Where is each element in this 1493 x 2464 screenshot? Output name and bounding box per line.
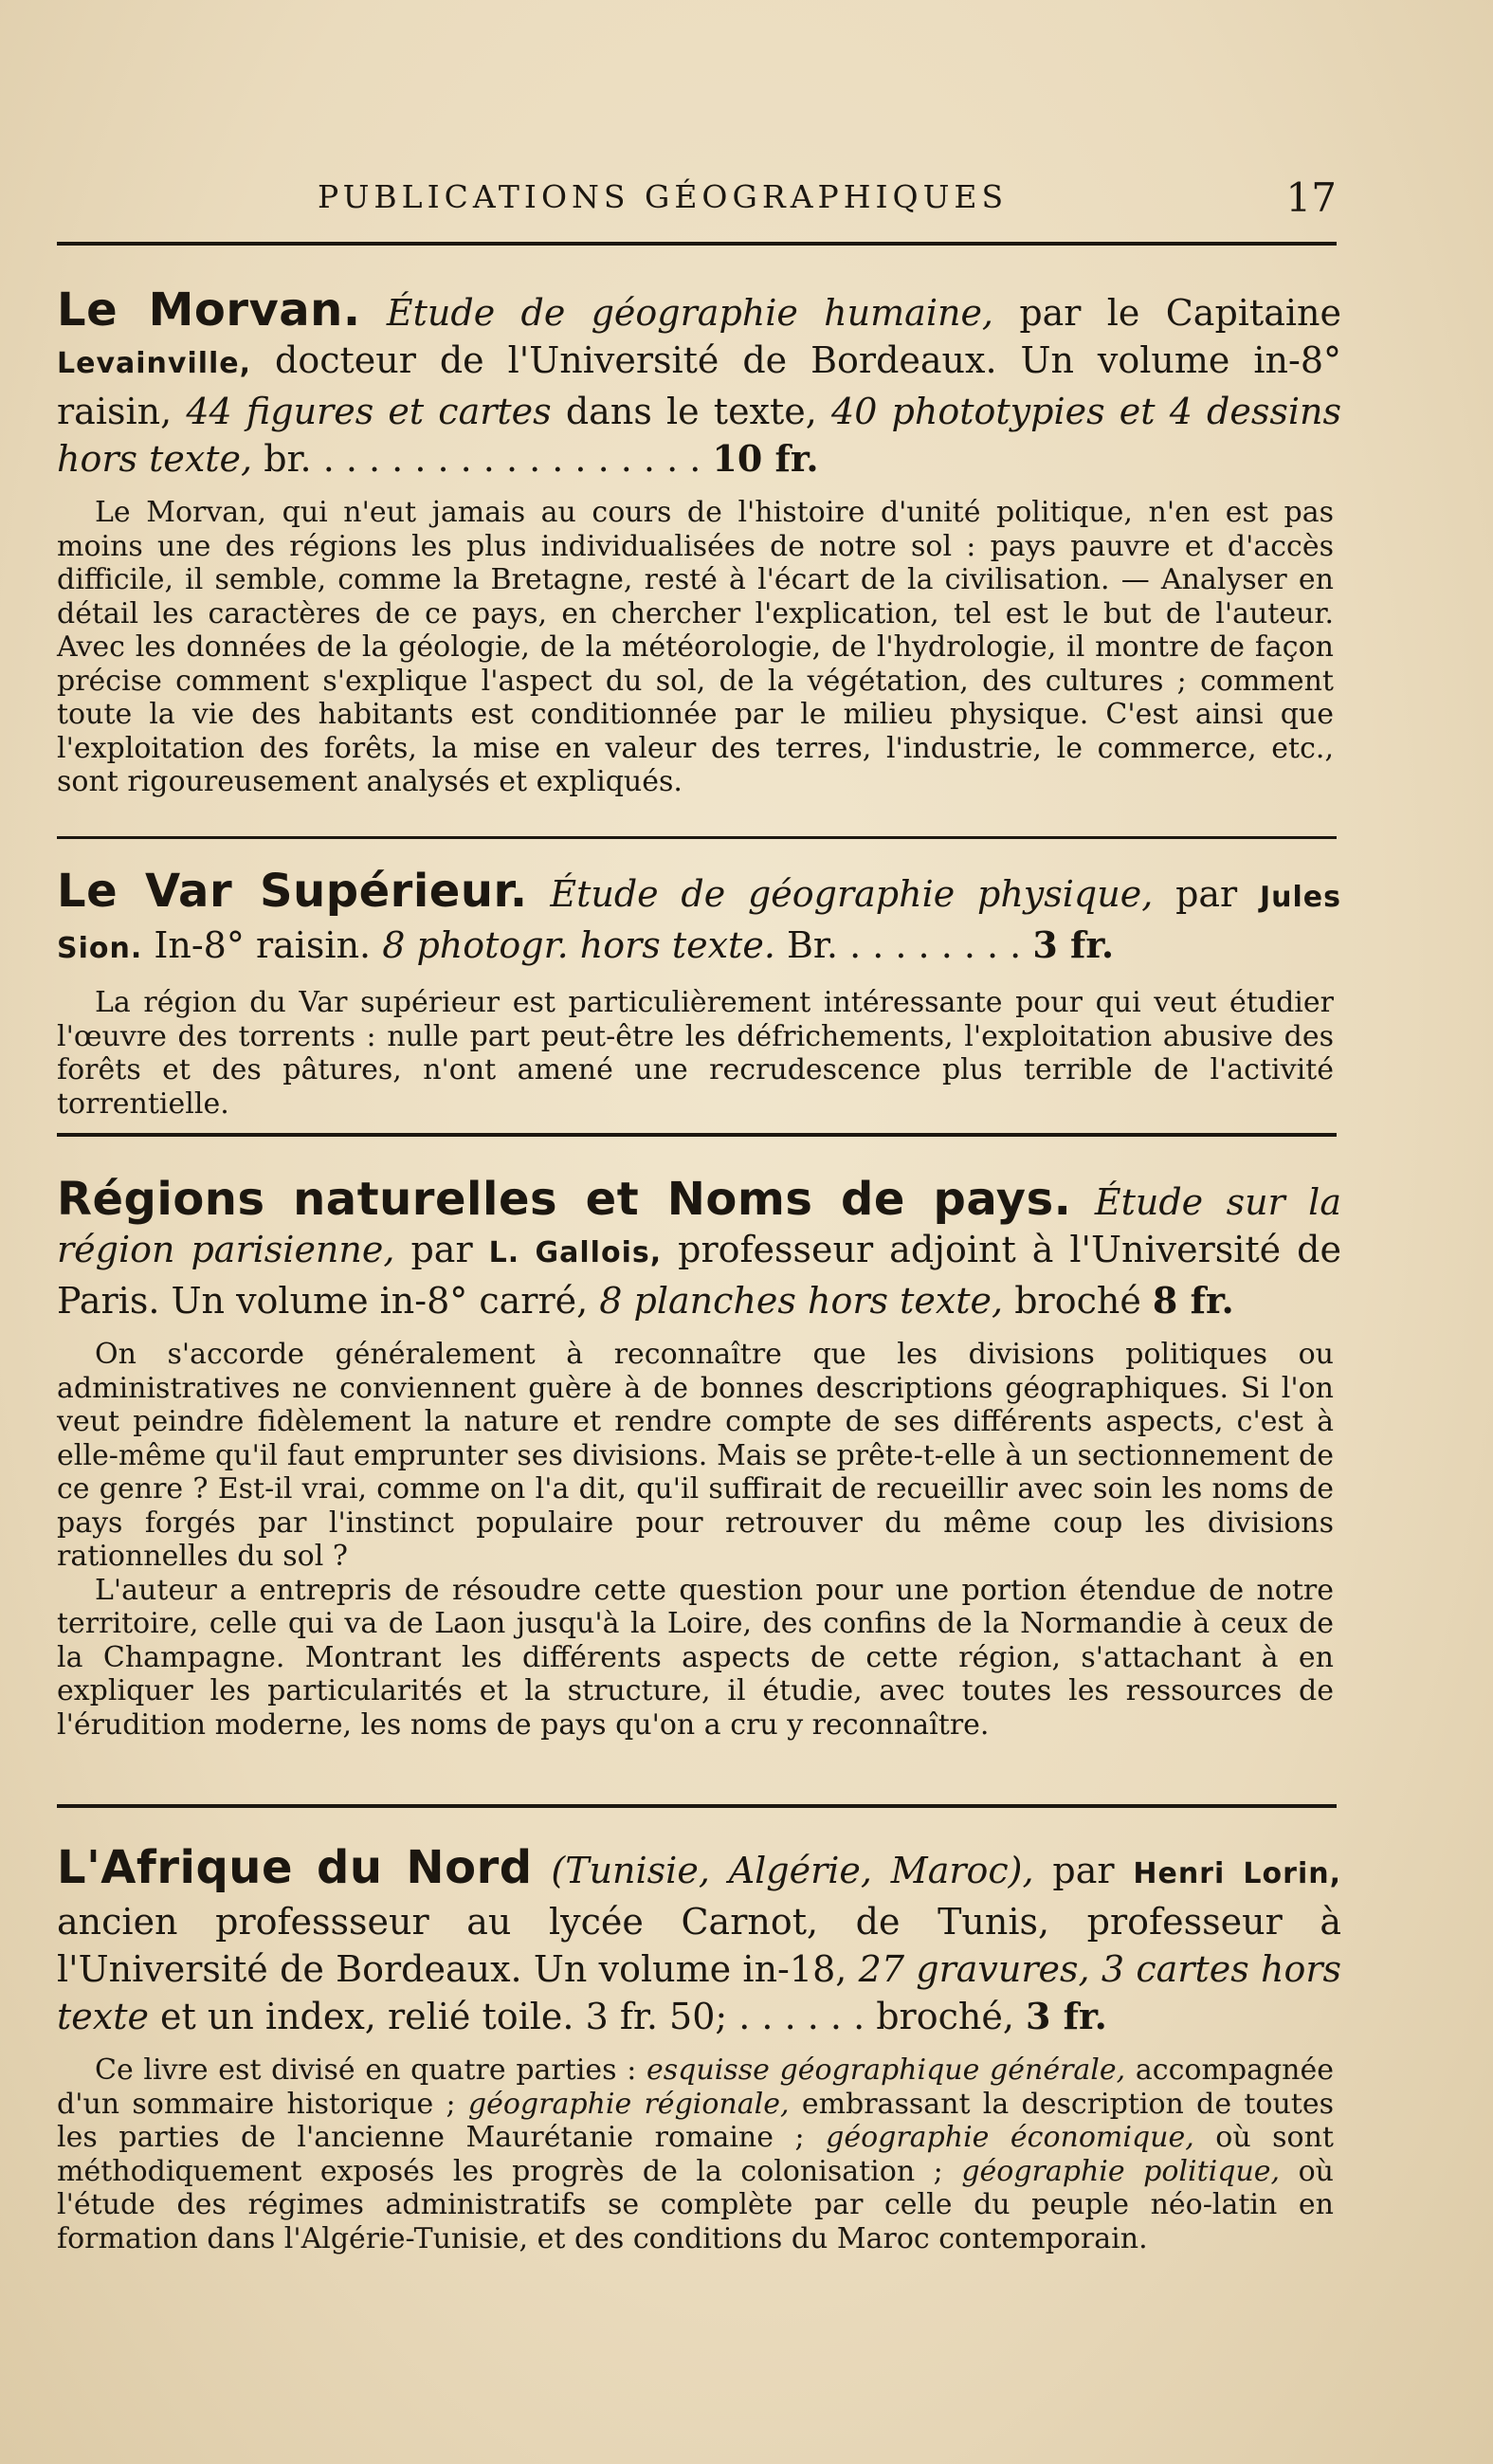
entry-heading bbox=[57, 1173, 1341, 1324]
description-text: où l'étude des régimes administratifs se complète par celle du peuple néo-latin en formation dans l'Algérie-Tunisie, et des conditions du Maroc contemporain. bbox=[57, 2154, 1335, 2255]
entry-price: 3 fr. bbox=[1026, 1995, 1107, 2037]
entry-subtitle: (Tunisie, Algérie, Maroc), bbox=[551, 1850, 1034, 1891]
description-italic: esquisse géographique générale, bbox=[646, 2053, 1126, 2087]
description-text: accompagnée d'un sommaire historique ; bbox=[57, 2053, 1335, 2121]
section-rule bbox=[57, 1804, 1337, 1808]
entry-regions-naturelles bbox=[57, 1173, 1341, 1742]
description-paragraph: Le Morvan, qui n'eut jamais au cours de l'histoire d'unité politique, n'en est pas moins une des régions les plus individualisées de notre sol : pays pauvre et d'accès difficile, il semble, comme la Bretagne, resté à l'écart de la civilisation. — Analyser en détail les caractères de ce pays, en chercher l'explication, tel est le but de l'auteur. Avec les données de la géologie, de la météorologie, de l'hydrologie, il montre de façon précise comment s'explique l'aspect du sol, de la végétation, des cultures ; comment toute la vie des habitants est conditionnée par le milieu physique. C'est ainsi que l'exploitation des forêts, la mise en valeur des terres, l'industrie, le commerce, etc., sont rigoureusement analysés et expliqués. bbox=[57, 496, 1334, 798]
entry-details: In-8° raisin. bbox=[154, 924, 372, 966]
entry-title: Le Morvan. bbox=[57, 283, 361, 337]
entry-details-2: dans le texte, bbox=[565, 391, 817, 432]
entry-subtitle: Étude de géographie physique, bbox=[550, 873, 1154, 915]
entry-details-italic: 8 planches hors texte, bbox=[599, 1280, 1004, 1322]
section-rule bbox=[57, 836, 1337, 839]
description-paragraph: La région du Var supérieur est particulièrement intéressante pour qui veut étudier l'œuvre des torrents : nulle part peut-être les défrichements, l'exploitation abusive des forêts et des pâtures, n'ont amené une recrudescence plus terrible de l'activité torrentielle. bbox=[57, 986, 1334, 1121]
author-prefix: par bbox=[1052, 1850, 1115, 1891]
entry-author: L. Gallois, bbox=[488, 1236, 663, 1269]
entry-author: Levainville, bbox=[57, 347, 252, 380]
entry-description bbox=[57, 1338, 1341, 1742]
entry-details: ancien professseur au lycée Carnot, de Tunis, professeur à l'Université de Bordeaux. Un volume in-18, bbox=[57, 1901, 1341, 1990]
entry-title: Régions naturelles et Noms de pays. bbox=[57, 1173, 1072, 1226]
entry-details-italic-2: 40 phototypies et 4 dessins hors texte, bbox=[57, 391, 1341, 480]
entry-price: 10 fr. bbox=[712, 437, 819, 480]
description-italic: géographie politique, bbox=[961, 2154, 1281, 2188]
entry-details-italic: 8 photogr. hors texte. bbox=[382, 924, 775, 966]
entry-le-var-superieur bbox=[57, 867, 1341, 1121]
header-title: PUBLICATIONS GÉOGRAPHIQUES bbox=[318, 178, 1009, 215]
entry-details-italic: 44 figures et cartes bbox=[186, 391, 552, 432]
entry-author: Henri Lorin, bbox=[1133, 1857, 1341, 1890]
entry-price: 8 fr. bbox=[1152, 1279, 1234, 1322]
header-rule bbox=[57, 242, 1337, 246]
page-number: 17 bbox=[1285, 174, 1337, 221]
description-text: embrassant la description de toutes les parties de l'ancienne Maurétanie romaine ; bbox=[57, 2087, 1334, 2154]
entry-title: Le Var Supérieur. bbox=[57, 865, 528, 918]
entry-le-morvan bbox=[57, 283, 1341, 799]
entry-afrique-du-nord bbox=[57, 1841, 1342, 2255]
entry-details: docteur de l'Université de Bordeaux. Un volume in-8° raisin, bbox=[57, 339, 1341, 432]
section-rule bbox=[57, 1133, 1337, 1137]
entry-description bbox=[57, 986, 1341, 1121]
description-text: où sont méthodiquement exposés les progrès de la colonisation ; bbox=[57, 2121, 1334, 2188]
author-prefix: par bbox=[410, 1229, 473, 1270]
author-prefix: par le Capitaine bbox=[1019, 292, 1341, 334]
description-paragraph: L'auteur a entrepris de résoudre cette question pour une portion étendue de notre territoire, celle qui va de Laon jusqu'à la Loire, des confins de la Normandie à ceux de la Champagne. Montrant les différents aspects de cette région, s'attachant à en expliquer les particularités et la structure, il étudie, avec toutes les ressources de l'érudition moderne, les noms de pays qu'on a cru y reconnaître. bbox=[57, 1573, 1334, 1742]
description-italic: géographie régionale, bbox=[467, 2087, 790, 2121]
description-paragraph: On s'accorde généralement à reconnaître que les divisions politiques ou administratives ne conviennent guère à de bonnes descriptions géographiques. Si l'on veut peindre fidèlement la nature et rendre compte de ses différents aspects, c'est à elle-même qu'il faut emprunter ses divisions. Mais se prête-t-elle à un sectionnement de ce genre ? Est-il vrai, comme on l'a dit, qu'il suffirait de recueillir avec soin les noms de pays forgés par l'instinct populaire pour retrouver du même coup les divisions rationnelles du sol ? bbox=[57, 1338, 1334, 1573]
entry-subtitle: Étude sur la région parisienne, bbox=[57, 1181, 1341, 1270]
entry-price: 3 fr. bbox=[1032, 923, 1115, 966]
entry-details-2: et un index, relié toile. 3 fr. 50; . . . . . . broché, bbox=[160, 1996, 1014, 2037]
entry-heading bbox=[57, 1841, 1342, 2040]
entry-author: Jules Sion. bbox=[57, 881, 1341, 965]
entry-details-3: br. . . . . . . . . . . . . . . . . . bbox=[264, 438, 701, 480]
description-text: Ce livre est divisé en quatre parties : bbox=[95, 2053, 637, 2087]
entry-description bbox=[57, 2053, 1341, 2255]
entry-title: L'Afrique du Nord bbox=[57, 1841, 533, 1894]
entry-subtitle: Étude de géographie humaine, bbox=[386, 292, 994, 334]
author-prefix: par bbox=[1175, 873, 1238, 915]
entry-details-2: Br. . . . . . . . . bbox=[787, 924, 1022, 966]
running-header bbox=[57, 171, 1337, 228]
description-italic: géographie économique, bbox=[826, 2121, 1194, 2154]
entry-details: professeur adjoint à l'Université de Paris. Un volume in-8° carré, bbox=[57, 1229, 1341, 1322]
entry-description bbox=[57, 496, 1341, 799]
entry-details-2: broché bbox=[1014, 1280, 1141, 1322]
entry-heading bbox=[57, 283, 1341, 483]
entry-heading bbox=[57, 867, 1341, 973]
description-paragraph bbox=[57, 2053, 1334, 2255]
entry-details-italic: 27 gravures, 3 cartes hors texte bbox=[57, 1948, 1342, 2037]
